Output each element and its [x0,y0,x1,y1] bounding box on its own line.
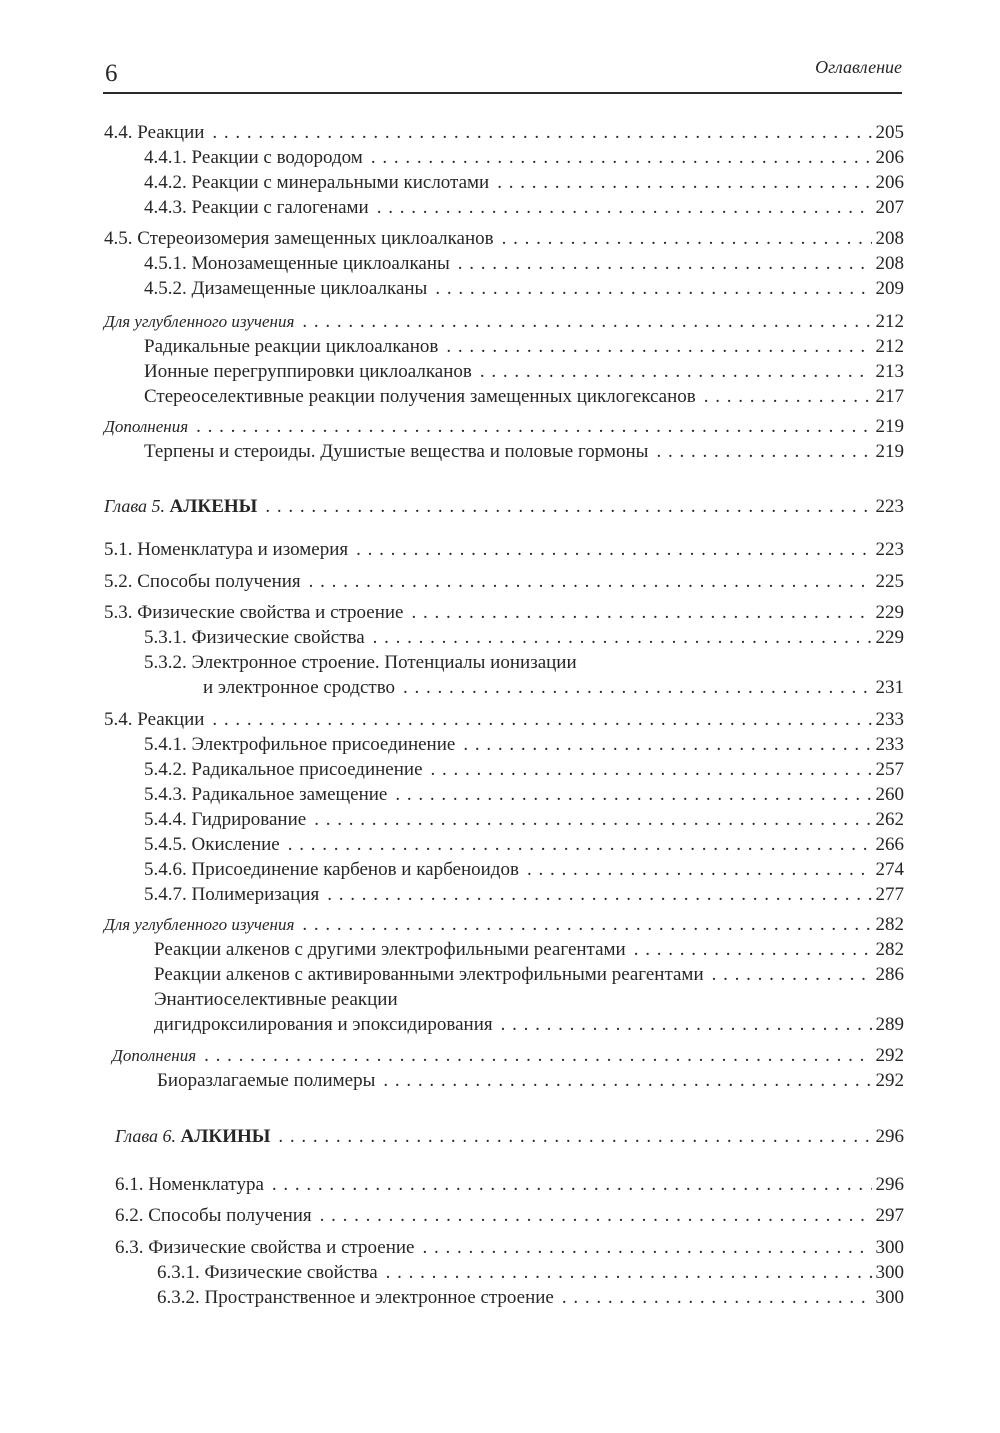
toc-entry-advanced-4-2[interactable]: Ионные перегруппировки циклоалканов . . . 213 [144,355,904,383]
dot-leader [395,677,872,699]
toc-page: 297 [875,1205,904,1226]
chapter-name: АЛКИНЫ [180,1126,271,1147]
dot-leader [554,1287,872,1309]
toc-page: 209 [875,278,904,299]
toc-entry-5-4-3[interactable]: 5.4.3. Радикальное замещение . . . 260 [144,778,904,806]
page-header [103,52,902,94]
toc-entry-additions-5[interactable]: Дополнения . . . 292 [112,1039,904,1067]
toc-entry-6-2[interactable]: 6.2. Способы получения . . . 297 [115,1199,904,1227]
toc-page: 208 [875,253,904,274]
toc-entry-5-4-7[interactable]: 5.4.7. Полимеризация . . . 277 [144,878,904,906]
toc-page: 266 [875,834,904,855]
toc-page: 225 [875,571,904,592]
dot-leader [369,197,872,219]
toc-entry-5-1[interactable]: 5.1. Номенклатура и изомерия . . . 223 [104,533,904,561]
dot-leader [348,539,872,561]
toc-entry-advanced-4-3[interactable]: Стереоселективные реакции получения замещенных циклогексанов . . . 217 [144,380,904,408]
toc-page: 277 [875,884,904,905]
toc-page: 217 [875,386,904,407]
page-number: 6 [105,60,118,87]
toc-entry-advanced-5-3-line2[interactable]: дигидроксилирования и эпоксидирования . . . 289 [154,1008,904,1036]
toc-page: 233 [875,734,904,755]
toc-entry-5-4-1[interactable]: 5.4.1. Электрофильное присоединение . . . 233 [144,728,904,756]
dot-leader [427,278,872,300]
dot-leader [257,496,872,518]
toc-page: 262 [875,809,904,830]
toc-entry-5-4-6[interactable]: 5.4.6. Присоединение карбенов и карбеноидов . . . 274 [144,853,904,881]
chapter-prefix: Глава 6. [115,1126,177,1146]
toc-page: 229 [875,627,904,648]
chapter-name: АЛКЕНЫ [169,496,258,517]
toc-page: 219 [875,416,904,437]
toc-page: 300 [875,1237,904,1258]
toc-page: 206 [875,147,904,168]
toc-page: 257 [875,759,904,780]
toc-page: 233 [875,709,904,730]
toc-entry-advanced-5-3-line1[interactable]: Энантиоселективные реакции [154,989,398,1010]
toc-chapter-5[interactable] [104,490,904,518]
dot-leader [648,441,872,463]
toc-page: 212 [875,336,904,357]
toc-entry-5-4-2[interactable]: 5.4.2. Радикальное присоединение . . . 257 [144,753,904,781]
toc-entry-advanced-5-2[interactable]: Реакции алкенов с активированными электрофильными реагентами . . . 286 [154,958,904,986]
chapter-prefix: Глава 5. [104,496,166,516]
toc-entry-advanced-4-1[interactable]: Радикальные реакции циклоалканов . . . 212 [144,330,904,358]
toc-entry-4-5-2[interactable]: 4.5.2. Дизамещенные циклоалканы . . . 209 [144,272,904,300]
toc-chapter-6[interactable] [115,1120,904,1148]
toc-page: 282 [875,939,904,960]
toc-page: 260 [875,784,904,805]
toc-entry-4-4-2[interactable]: 4.4.2. Реакции с минеральными кислотами . . . 206 [144,166,904,194]
toc-page: 296 [875,1174,904,1195]
toc-entry-5-3-1[interactable]: 5.3.1. Физические свойства . . . 229 [144,621,904,649]
toc-page: 292 [875,1045,904,1066]
toc-entry-6-3-2[interactable]: 6.3.2. Пространственное и электронное строение . . . 300 [157,1281,904,1309]
toc-page: 292 [875,1070,904,1091]
dot-leader [319,884,872,906]
toc-page: 205 [875,122,904,143]
toc-entry-4-4-1[interactable]: 4.4.1. Реакции с водородом . . . 206 [144,141,904,169]
toc-page: 296 [875,1126,904,1147]
toc-page: 212 [875,311,904,332]
toc-page: 300 [875,1262,904,1283]
dot-leader [270,1126,872,1148]
running-title: Оглавление [815,57,902,77]
toc-entry-additions-5-1[interactable]: Биоразлагаемые полимеры . . . 292 [157,1064,904,1092]
toc-page: 223 [875,539,904,560]
toc-page: 229 [875,602,904,623]
toc-entry-5-3[interactable]: 5.3. Физические свойства и строение . . . 229 [104,596,904,624]
toc-entry-6-3[interactable]: 6.3. Физические свойства и строение . . . 300 [115,1231,904,1259]
dot-leader [696,386,872,408]
toc-page: 231 [875,677,904,698]
dot-leader [301,571,872,593]
dot-leader [704,964,872,986]
toc-page: 282 [875,914,904,935]
toc-page: 219 [875,441,904,462]
toc-entry-4-5-1[interactable]: 4.5.1. Монозамещенные циклоалканы . . . 208 [144,247,904,275]
toc-entry-5-4[interactable]: 5.4. Реакции . . . 233 [104,703,904,731]
toc-entry-5-2[interactable]: 5.2. Способы получения . . . 225 [104,565,904,593]
dot-leader [312,1205,872,1227]
dot-leader [493,1014,872,1036]
toc-page: 207 [875,197,904,218]
toc-entry-advanced-5-1[interactable]: Реакции алкенов с другими электрофильными реагентами . . . 282 [154,933,904,961]
toc-entry-advanced-5[interactable]: Для углубленного изучения . . . 282 [104,908,904,936]
toc-entry-advanced-4[interactable]: Для углубленного изучения . . . 212 [104,305,904,333]
toc-entry-6-1[interactable]: 6.1. Номенклатура . . . 296 [115,1168,904,1196]
toc-entry-5-4-4[interactable]: 5.4.4. Гидрирование . . . 262 [144,803,904,831]
toc-page: 286 [875,964,904,985]
toc-page: 300 [875,1287,904,1308]
toc-page: 208 [875,228,904,249]
toc-entry-5-3-2-line1[interactable]: 5.3.2. Электронное строение. Потенциалы ионизации [144,652,577,673]
toc-page: 289 [875,1014,904,1035]
toc-page: 274 [875,859,904,880]
toc-entry-additions-4-1[interactable]: Терпены и стероиды. Душистые вещества и половые гормоны . . . 219 [144,435,904,463]
toc-page: 206 [875,172,904,193]
toc-entry-4-4[interactable]: 4.4. Реакции . . . 205 [104,116,904,144]
dot-leader [264,1174,872,1196]
toc-page: 223 [875,496,904,517]
toc-page: 213 [875,361,904,382]
toc-entry-4-4-3[interactable]: 4.4.3. Реакции с галогенами . . . 207 [144,191,904,219]
toc-entry-5-3-2-line2[interactable]: и электронное сродство . . . 231 [203,671,904,699]
toc-entry-6-3-1[interactable]: 6.3.1. Физические свойства . . . 300 [157,1256,904,1284]
toc-entry-5-4-5[interactable]: 5.4.5. Окисление . . . 266 [144,828,904,856]
dot-leader [375,1070,872,1092]
toc-entry-additions-4[interactable]: Дополнения . . . 219 [104,410,904,438]
toc-entry-4-5[interactable]: 4.5. Стереоизомерия замещенных циклоалканов . . . 208 [104,222,904,250]
